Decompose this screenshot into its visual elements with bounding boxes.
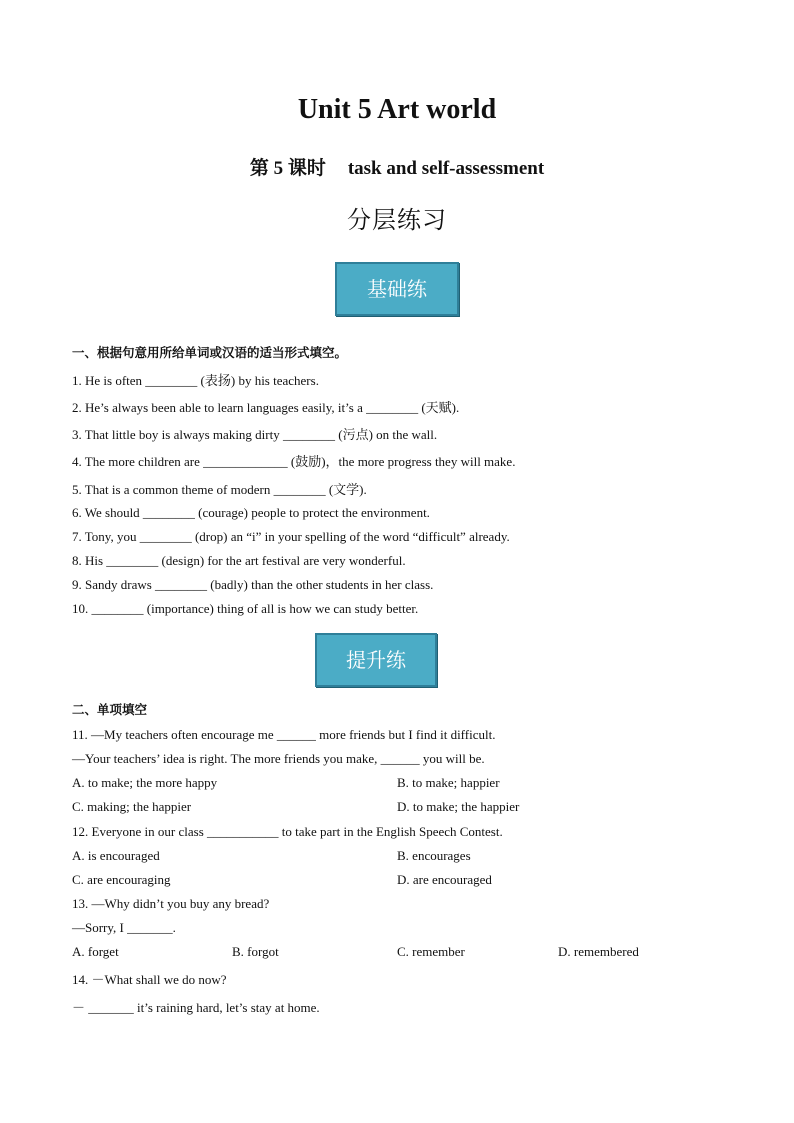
q13-option-b: B. forgot — [232, 944, 279, 959]
question-14-line2: － _______ it’s raining hard, let’s stay at home. — [72, 1000, 320, 1015]
question-8: 8. His ________ (design) for the art festival are very wonderful. — [72, 553, 406, 568]
q13-option-c: C. remember — [397, 944, 465, 959]
question-1: 1. He is often ________ (表扬) by his teachers. — [72, 373, 319, 388]
question-3: 3. That little boy is always making dirty ________ (污点) on the wall. — [72, 427, 438, 442]
q12-option-d: D. are encouraged — [397, 872, 492, 887]
question-7: 7. Tony, you ________ (drop) an “i” in your spelling of the word “difficult” already. — [72, 529, 510, 544]
q11-option-b: B. to make; happier — [397, 775, 500, 790]
advanced-practice-badge: 提升练 — [315, 633, 437, 687]
page-title: Unit 5 Art world — [297, 94, 497, 125]
q11-option-d: D. to make; the happier — [397, 799, 520, 814]
section2-heading: 二、单项填空 — [72, 702, 148, 717]
question-5: 5. That is a common theme of modern ________ (文学). — [72, 482, 367, 497]
question-11-line1: 11. —My teachers often encourage me ______ more friends but I find it difficult. — [72, 727, 496, 742]
q11-option-a: A. to make; the more happy — [72, 775, 218, 790]
q12-option-c: C. are encouraging — [72, 872, 171, 887]
question-6: 6. We should ________ (courage) people to protect the environment. — [72, 505, 430, 520]
question-14-line1: 14. －What shall we do now? — [72, 972, 227, 987]
lesson-topic: task and self-assessment — [347, 158, 545, 179]
lesson-number: 第 5 课时 — [249, 158, 326, 179]
q11-option-c: C. making; the happier — [72, 799, 192, 814]
q13-option-a: A. forget — [72, 944, 119, 959]
q12-option-b: B. encourages — [397, 848, 471, 863]
q13-option-d: D. remembered — [558, 944, 639, 959]
question-10: 10. ________ (importance) thing of all is how we can study better. — [72, 601, 419, 616]
level-title: 分层练习 — [347, 206, 447, 234]
lesson-subtitle — [0, 153, 794, 180]
section1-heading: 一、根据句意用所给单词或汉语的适当形式填空。 — [72, 345, 348, 360]
question-13-line2: —Sorry, I _______. — [72, 920, 176, 935]
question-12-line1: 12. Everyone in our class ___________ to take part in the English Speech Contest. — [72, 824, 503, 839]
question-2: 2. He’s always been able to learn languages easily, it’s a ________ (天赋). — [72, 400, 460, 415]
question-13-line1: 13. —Why didn’t you buy any bread? — [72, 896, 270, 911]
question-4: 4. The more children are _____________ (鼓励)，the more progress they will make. — [72, 454, 516, 469]
question-9: 9. Sandy draws ________ (badly) than the other students in her class. — [72, 577, 434, 592]
question-11-line2: —Your teachers’ idea is right. The more friends you make, ______ you will be. — [72, 751, 485, 766]
q12-option-a: A. is encouraged — [72, 848, 160, 863]
basic-practice-badge: 基础练 — [335, 262, 459, 316]
